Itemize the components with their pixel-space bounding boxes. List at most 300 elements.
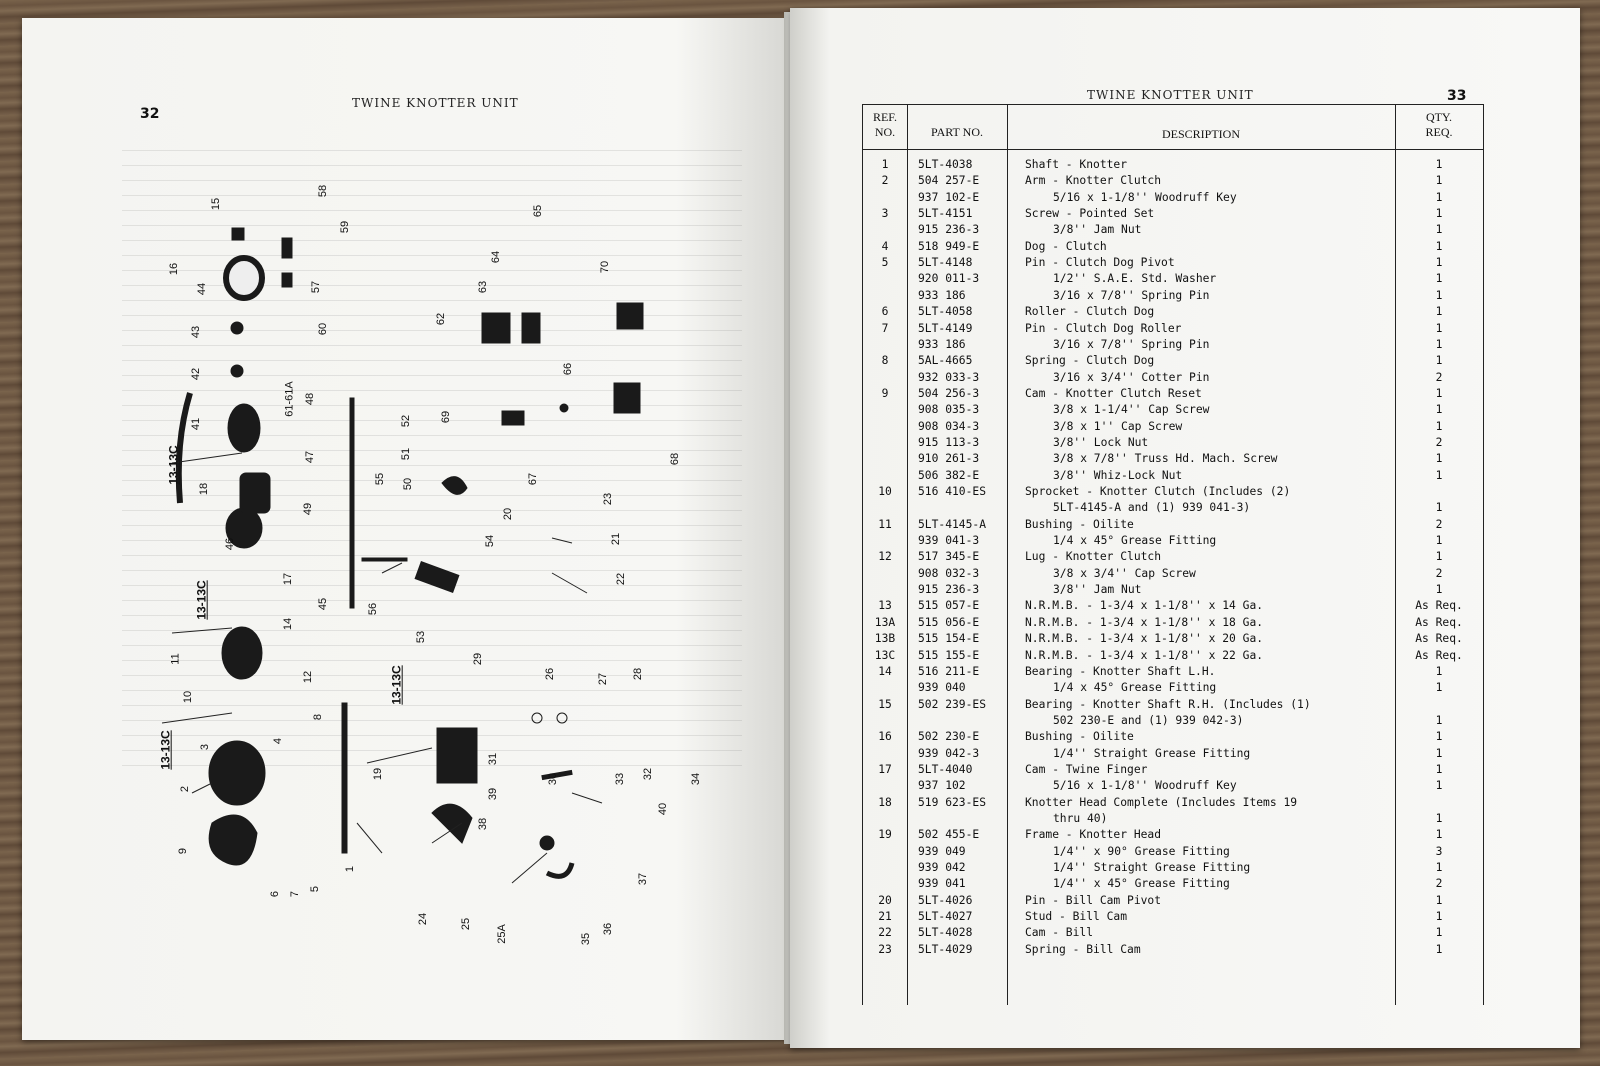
- callout-42: 42: [190, 367, 203, 381]
- callout-62: 62: [435, 312, 448, 326]
- callout-60: 60: [317, 322, 330, 336]
- table-row: [863, 419, 1483, 435]
- callout-17: 17: [282, 572, 295, 586]
- description-cell: 3/8 x 7/8'' Truss Hd. Mach. Screw: [1053, 452, 1278, 466]
- part-no-cell: 939 042-3: [918, 746, 980, 760]
- description-cell: 3/8 x 1'' Cap Screw: [1053, 419, 1183, 433]
- qty-cell: 1: [1435, 207, 1443, 221]
- table-row: [863, 925, 1483, 941]
- table-row: [863, 811, 1483, 827]
- description-cell: N.R.M.B. - 1-3/4 x 1-1/8'' x 22 Ga.: [1025, 648, 1264, 662]
- callout-45: 45: [317, 597, 330, 611]
- part-42: [231, 365, 243, 377]
- part-no-cell: 939 040: [918, 681, 966, 695]
- callout-26: 26: [544, 667, 557, 681]
- callout-56: 56: [367, 602, 380, 616]
- callout-27: 27: [597, 672, 610, 686]
- part-no-cell: 5LT-4026: [918, 893, 973, 907]
- callout-20: 20: [502, 507, 515, 521]
- part-47-shaft: [350, 398, 354, 608]
- part-no-cell: 932 033-3: [918, 370, 980, 384]
- qty-cell: 1: [1435, 239, 1443, 253]
- part-no-cell: 502 230-E: [918, 730, 980, 744]
- part-43: [231, 322, 243, 334]
- part-no-cell: 504 257-E: [918, 174, 980, 188]
- callout-69: 69: [440, 410, 453, 424]
- callout-70: 70: [599, 260, 612, 274]
- part-no-cell: 5LT-4148: [918, 256, 973, 270]
- callout-48: 48: [304, 392, 317, 406]
- description-cell: Screw - Pointed Set: [1025, 207, 1155, 221]
- callout-29: 29: [472, 652, 485, 666]
- header-part-no: PART NO.: [931, 125, 983, 139]
- part-no-cell: 5LT-4145-A: [918, 517, 987, 531]
- ref-no-cell: 21: [878, 910, 892, 924]
- table-row: [863, 631, 1483, 647]
- description-cell: Spring - Clutch Dog: [1025, 354, 1155, 368]
- callout-54: 54: [484, 534, 497, 548]
- table-row: [863, 713, 1483, 729]
- part-no-cell: 504 256-3: [918, 386, 980, 400]
- ref-no-cell: 19: [878, 828, 892, 842]
- header-qty-req: [1395, 110, 1483, 140]
- qty-cell: 1: [1435, 681, 1443, 695]
- qty-cell: 1: [1435, 861, 1443, 875]
- description-cell: Bushing - Oilite: [1025, 730, 1134, 744]
- right-running-head: TWINE KNOTTER UNIT: [1087, 88, 1254, 102]
- part-no-cell: 915 236-3: [918, 223, 980, 237]
- qty-cell: 2: [1435, 566, 1443, 580]
- callout-24: 24: [417, 912, 430, 926]
- part-frame-knotter-head: [437, 728, 477, 783]
- description-cell: 5LT-4145-A and (1) 939 041-3): [1053, 501, 1251, 515]
- header-qty-line2: REQ.: [1425, 125, 1453, 139]
- description-cell: 3/8 x 1-1/4'' Cap Screw: [1053, 403, 1210, 417]
- table-row: [863, 500, 1483, 516]
- table-row: [863, 468, 1483, 484]
- table-row: [863, 321, 1483, 337]
- part-63: [522, 313, 540, 343]
- callout-35: 35: [580, 932, 593, 946]
- ref-no-cell: 6: [881, 305, 889, 319]
- part-70: [617, 303, 643, 329]
- callout-67: 67: [527, 472, 540, 486]
- table-row: [863, 288, 1483, 304]
- callout-25A: 25A: [495, 924, 508, 944]
- part-54: [362, 558, 407, 561]
- ref-no-cell: 1: [881, 158, 889, 171]
- description-cell: Arm - Knotter Clutch: [1025, 174, 1162, 188]
- qty-cell: 1: [1435, 468, 1443, 482]
- table-header-rule: [863, 149, 1483, 150]
- part-no-cell: 939 042: [918, 861, 966, 875]
- part-no-cell: 506 382-E: [918, 468, 980, 482]
- part-no-cell: 502 239-ES: [918, 697, 987, 711]
- callout-9: 9: [177, 847, 190, 855]
- part-62: [482, 313, 510, 343]
- callout-68: 68: [669, 452, 682, 466]
- table-row: [863, 370, 1483, 386]
- callout-63: 63: [477, 280, 490, 294]
- qty-cell: 1: [1435, 713, 1443, 727]
- callout-15: 15: [210, 197, 223, 211]
- part-32: [557, 713, 567, 723]
- qty-cell: 1: [1435, 337, 1443, 351]
- part-no-cell: 5LT-4038: [918, 158, 973, 171]
- part-no-cell: 939 041-3: [918, 534, 980, 548]
- part-66: [560, 404, 568, 412]
- ref-no-cell: 20: [878, 893, 892, 907]
- ref-no-cell: 13: [878, 599, 892, 613]
- exploded-parts-diagram: [132, 183, 752, 963]
- ref-no-cell: 12: [878, 550, 892, 564]
- qty-cell: 1: [1435, 419, 1443, 433]
- callout-47: 47: [304, 450, 317, 464]
- ref-no-cell: 5: [881, 256, 889, 270]
- table-row: [863, 615, 1483, 631]
- table-row: [863, 729, 1483, 745]
- left-running-head: TWINE KNOTTER UNIT: [352, 96, 519, 110]
- description-cell: Lug - Knotter Clutch: [1025, 550, 1162, 564]
- part-no-cell: 515 057-E: [918, 599, 980, 613]
- table-row: [863, 337, 1483, 353]
- description-cell: thru 40): [1053, 812, 1108, 825]
- part-69: [502, 411, 524, 425]
- description-cell: 3/8 x 3/4'' Cap Screw: [1053, 566, 1196, 580]
- callout-36: 36: [602, 922, 615, 936]
- qty-cell: 1: [1435, 354, 1443, 368]
- description-cell: Knotter Head Complete (Includes Items 19: [1025, 795, 1298, 809]
- description-cell: 3/16 x 7/8'' Spring Pin: [1053, 288, 1210, 302]
- description-cell: Sprocket - Knotter Clutch (Includes (2): [1025, 485, 1291, 498]
- header-description: DESCRIPTION: [1161, 127, 1240, 141]
- callout-52: 52: [400, 414, 413, 428]
- part-no-cell: 516 410-ES: [918, 485, 987, 498]
- part-no-cell: 937 102-E: [918, 190, 980, 204]
- part-68: [614, 383, 640, 413]
- ref-no-cell: 7: [881, 321, 889, 335]
- callout-6: 6: [269, 890, 282, 898]
- table-row: [863, 484, 1483, 500]
- callout-64: 64: [490, 250, 503, 264]
- shaft-knotter: [342, 703, 347, 853]
- callout-41: 41: [190, 417, 203, 431]
- callout-2: 2: [179, 785, 192, 793]
- callout-18: 18: [198, 482, 211, 496]
- callout-38: 38: [477, 817, 490, 831]
- part-35: [540, 836, 554, 850]
- part-no-cell: 908 032-3: [918, 566, 980, 580]
- qty-cell: 1: [1435, 403, 1443, 417]
- description-cell: 1/4 x 45° Grease Fitting: [1053, 534, 1217, 548]
- part-no-cell: 515 056-E: [918, 615, 980, 629]
- table-row: [863, 173, 1483, 189]
- table-row: [863, 255, 1483, 271]
- callout-14: 14: [282, 617, 295, 631]
- table-row: [863, 876, 1483, 892]
- part-15: [232, 228, 244, 240]
- description-cell: 3/8'' Lock Nut: [1053, 435, 1149, 449]
- table-row: [863, 157, 1483, 173]
- qty-cell: 1: [1435, 910, 1443, 924]
- description-cell: Roller - Clutch Dog: [1025, 305, 1155, 319]
- callout-39: 39: [487, 787, 500, 801]
- ref-no-cell: 22: [878, 926, 892, 940]
- description-cell: 1/4'' x 90° Grease Fitting: [1053, 844, 1230, 858]
- group-label-13-13c: 13-13C: [389, 665, 404, 705]
- callout-34: 34: [690, 772, 703, 786]
- part-sprocket: [222, 627, 262, 679]
- part-no-cell: 908 035-3: [918, 403, 980, 417]
- table-row: [863, 239, 1483, 255]
- part-no-cell: 502 455-E: [918, 828, 980, 842]
- parts-table: [862, 104, 1484, 1005]
- qty-cell: 2: [1435, 877, 1443, 891]
- callout-46: 46: [224, 537, 237, 551]
- part-57: [282, 273, 292, 287]
- part-bearing: [228, 404, 260, 452]
- callout-28: 28: [632, 667, 645, 681]
- callout-12: 12: [302, 670, 315, 684]
- ref-no-cell: 13B: [874, 632, 896, 646]
- callout-57: 57: [310, 280, 323, 294]
- qty-cell: 3: [1435, 844, 1443, 858]
- qty-cell: As Req.: [1415, 632, 1463, 646]
- description-cell: 1/4 x 45° Grease Fitting: [1053, 681, 1217, 695]
- qty-cell: 1: [1435, 256, 1443, 270]
- ref-no-cell: 11: [878, 517, 892, 531]
- group-label-13-13c: 13-13C: [194, 580, 209, 620]
- part-no-cell: 5LT-4027: [918, 910, 973, 924]
- qty-cell: As Req.: [1415, 599, 1463, 613]
- part-arm-knotter-clutch: [209, 741, 265, 805]
- description-cell: 1/4'' Straight Grease Fitting: [1053, 746, 1251, 760]
- callout-30: 30: [547, 772, 560, 786]
- ref-no-cell: 17: [878, 762, 892, 776]
- part-no-cell: 939 041: [918, 877, 966, 891]
- header-qty-line1: QTY.: [1425, 110, 1453, 124]
- callout-55: 55: [374, 472, 387, 486]
- qty-cell: 1: [1435, 501, 1443, 515]
- description-cell: Dog - Clutch: [1025, 239, 1107, 253]
- ref-no-cell: 14: [878, 664, 892, 678]
- part-50: [442, 477, 467, 495]
- table-row: [863, 451, 1483, 467]
- part-36: [547, 863, 572, 876]
- ref-no-cell: 18: [878, 795, 892, 809]
- description-cell: 3/8'' Jam Nut: [1053, 583, 1142, 597]
- callout-21: 21: [610, 532, 623, 546]
- callout-49: 49: [302, 502, 315, 516]
- table-row: [863, 271, 1483, 287]
- description-cell: 3/8'' Jam Nut: [1053, 223, 1142, 237]
- table-row: [863, 942, 1483, 958]
- ref-no-cell: 3: [881, 207, 889, 221]
- callout-11: 11: [169, 653, 182, 665]
- part-no-cell: 908 034-3: [918, 419, 980, 433]
- qty-cell: 1: [1435, 550, 1443, 564]
- part-no-cell: 939 049: [918, 844, 966, 858]
- part-no-cell: 5LT-4058: [918, 305, 973, 319]
- part-33: [532, 713, 542, 723]
- callout-61-61A: 61-61A: [283, 381, 296, 417]
- qty-cell: 1: [1435, 174, 1443, 188]
- part-no-cell: 5LT-4149: [918, 321, 973, 335]
- callout-40: 40: [657, 802, 670, 816]
- qty-cell: 1: [1435, 828, 1443, 842]
- callout-37: 37: [637, 872, 650, 886]
- table-row: [863, 435, 1483, 451]
- right-page-number: 33: [1447, 88, 1467, 104]
- qty-cell: 2: [1435, 370, 1443, 384]
- ref-no-cell: 2: [881, 174, 889, 188]
- table-row: [863, 680, 1483, 696]
- table-row: [863, 566, 1483, 582]
- callout-58: 58: [317, 184, 330, 198]
- part-no-cell: 5LT-4029: [918, 942, 973, 956]
- qty-cell: 1: [1435, 223, 1443, 237]
- callout-43: 43: [190, 325, 203, 339]
- part-bushing: [226, 258, 262, 298]
- part-no-cell: 518 949-E: [918, 239, 980, 253]
- part-24: [432, 804, 472, 843]
- header-ref-no: [863, 110, 907, 140]
- qty-cell: 1: [1435, 321, 1443, 335]
- part-no-cell: 915 236-3: [918, 583, 980, 597]
- description-cell: 5/16 x 1-1/8'' Woodruff Key: [1053, 779, 1237, 793]
- description-cell: N.R.M.B. - 1-3/4 x 1-1/8'' x 14 Ga.: [1025, 599, 1264, 613]
- table-row: [863, 582, 1483, 598]
- callout-5: 5: [309, 885, 322, 893]
- description-cell: N.R.M.B. - 1-3/4 x 1-1/8'' x 20 Ga.: [1025, 632, 1264, 646]
- callout-19: 19: [372, 767, 385, 781]
- ref-no-cell: 9: [881, 386, 889, 400]
- table-row: [863, 778, 1483, 794]
- part-no-cell: 5LT-4040: [918, 762, 973, 776]
- part-53: [415, 562, 459, 593]
- header-ref-line1: REF.: [872, 110, 898, 124]
- table-row: [863, 795, 1483, 811]
- table-row: [863, 860, 1483, 876]
- callout-65: 65: [532, 204, 545, 218]
- qty-cell: 1: [1435, 762, 1443, 776]
- qty-cell: 1: [1435, 158, 1443, 171]
- description-cell: 3/16 x 3/4'' Cotter Pin: [1053, 370, 1210, 384]
- description-cell: Cam - Knotter Clutch Reset: [1025, 386, 1202, 400]
- table-row: [863, 598, 1483, 614]
- part-no-cell: 517 345-E: [918, 550, 980, 564]
- callout-33: 33: [614, 772, 627, 786]
- left-page: [22, 18, 792, 1040]
- ref-no-cell: 13A: [874, 615, 896, 629]
- description-cell: Stud - Bill Cam: [1025, 910, 1128, 924]
- qty-cell: 1: [1435, 893, 1443, 907]
- callout-25: 25: [460, 917, 473, 931]
- ref-no-cell: 23: [878, 942, 892, 956]
- callout-7: 7: [289, 890, 302, 898]
- table-row: [863, 386, 1483, 402]
- callout-22: 22: [615, 572, 628, 586]
- qty-cell: 1: [1435, 534, 1443, 548]
- ref-no-cell: 13C: [874, 648, 896, 662]
- table-row: [863, 762, 1483, 778]
- description-cell: Pin - Bill Cam Pivot: [1025, 893, 1162, 907]
- qty-cell: 1: [1435, 942, 1443, 956]
- part-no-cell: 515 154-E: [918, 632, 980, 646]
- description-cell: Cam - Bill: [1025, 926, 1094, 940]
- callout-8: 8: [312, 713, 325, 721]
- callout-50: 50: [402, 477, 415, 491]
- qty-cell: 1: [1435, 272, 1443, 286]
- qty-cell: 1: [1435, 452, 1443, 466]
- description-cell: Pin - Clutch Dog Roller: [1025, 321, 1182, 335]
- callout-66: 66: [562, 362, 575, 376]
- description-cell: Bearing - Knotter Shaft L.H.: [1025, 664, 1216, 678]
- description-cell: 3/8'' Whiz-Lock Nut: [1053, 468, 1183, 482]
- qty-cell: 1: [1435, 583, 1443, 597]
- qty-cell: 1: [1435, 779, 1443, 793]
- callout-4: 4: [272, 737, 285, 745]
- part-no-cell: 915 113-3: [918, 435, 980, 449]
- part-no-cell: 910 261-3: [918, 452, 980, 466]
- description-cell: 1/4'' Straight Grease Fitting: [1053, 861, 1251, 875]
- table-row: [863, 827, 1483, 843]
- table-row: [863, 648, 1483, 664]
- description-cell: 1/4'' x 45° Grease Fitting: [1053, 877, 1230, 891]
- callout-16: 16: [168, 262, 181, 276]
- ref-no-cell: 10: [878, 485, 892, 498]
- table-row: [863, 664, 1483, 680]
- table-row: [863, 746, 1483, 762]
- qty-cell: 1: [1435, 730, 1443, 744]
- qty-cell: As Req.: [1415, 615, 1463, 629]
- table-row: [863, 222, 1483, 238]
- header-ref-line2: NO.: [874, 125, 896, 139]
- part-no-cell: 933 186: [918, 288, 966, 302]
- description-cell: Pin - Clutch Dog Pivot: [1025, 256, 1175, 270]
- group-label-13-13c: 13-13C: [158, 730, 173, 770]
- table-row: [863, 844, 1483, 860]
- description-cell: Shaft - Knotter: [1025, 158, 1128, 171]
- callout-44: 44: [196, 282, 209, 296]
- ref-no-cell: 16: [878, 730, 892, 744]
- ref-no-cell: 8: [881, 354, 889, 368]
- table-row: [863, 893, 1483, 909]
- part-no-cell: 5AL-4665: [918, 354, 973, 368]
- description-cell: 5/16 x 1-1/8'' Woodruff Key: [1053, 190, 1237, 204]
- description-cell: Bearing - Knotter Shaft R.H. (Includes (1): [1025, 697, 1311, 711]
- part-no-cell: 937 102: [918, 779, 966, 793]
- callout-1: 1: [344, 865, 357, 873]
- callout-10: 10: [182, 690, 195, 704]
- part-no-cell: 5LT-4028: [918, 926, 973, 940]
- qty-cell: As Req.: [1415, 648, 1463, 662]
- qty-cell: 1: [1435, 288, 1443, 302]
- callout-53: 53: [415, 630, 428, 644]
- part-no-cell: 5LT-4151: [918, 207, 973, 221]
- callout-59: 59: [339, 220, 352, 234]
- part-no-cell: 920 011-3: [918, 272, 980, 286]
- part-no-cell: 515 155-E: [918, 648, 980, 662]
- description-cell: Cam - Twine Finger: [1025, 762, 1148, 776]
- ref-no-cell: 4: [881, 239, 889, 253]
- table-row: [863, 549, 1483, 565]
- callout-31: 31: [487, 752, 500, 766]
- part-no-cell: 516 211-E: [918, 664, 980, 678]
- description-cell: Spring - Bill Cam: [1025, 942, 1141, 956]
- callout-3: 3: [199, 743, 212, 751]
- table-row: [863, 353, 1483, 369]
